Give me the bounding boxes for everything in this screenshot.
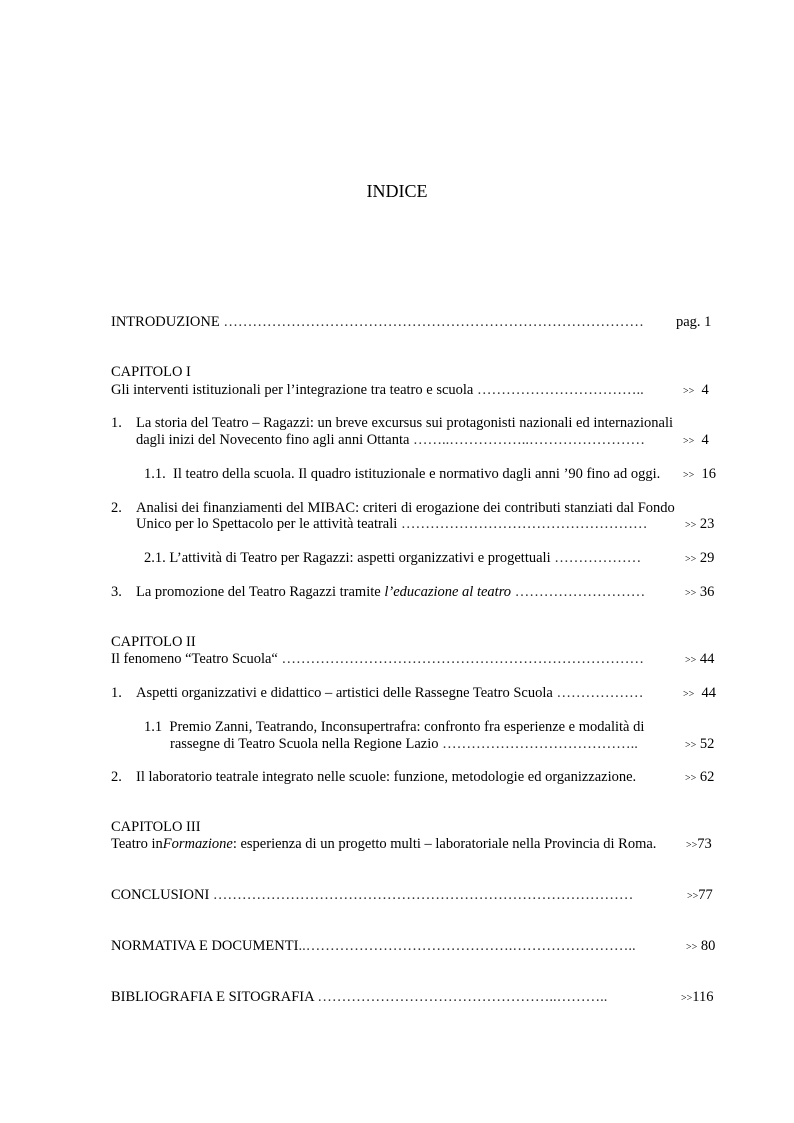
chapter-heading: CAPITOLO I: [111, 364, 191, 380]
toc-entry-introduzione: [111, 313, 644, 331]
toc-subitem-line: 1.1 Premio Zanni, Teatrando, Inconsupertrafra: confronto fra esperienze e modalità di: [144, 719, 645, 735]
item-number: 3.: [111, 584, 122, 600]
item-number: 1.1: [144, 719, 163, 735]
page-number: >>73: [686, 836, 712, 852]
toc-item-line: Unico per lo Spettacolo per le attività teatrali ……………………………………………: [136, 516, 648, 532]
leader-dots: …………………………………..: [442, 736, 638, 752]
page-number: >> 16: [683, 466, 717, 482]
toc-item-line: La storia del Teatro – Ragazzi: un breve excursus sui protagonisti nazionali ed internazionali: [136, 415, 674, 431]
page-title: INDICE: [366, 181, 428, 201]
toc-item-line: Il laboratorio teatrale integrato nelle scuole: funzione, metodologie ed organizzazione.: [136, 769, 637, 785]
leader-dots: ……………………………………………: [400, 516, 648, 532]
chapter-subtitle: Il fenomeno “Teatro Scuola“ …………………………………………………………………: [111, 651, 644, 667]
toc-entry-bibliografia: BIBLIOGRAFIA E SITOGRAFIA …………………………………………..………..: [111, 989, 608, 1005]
leader-dots: ………………………: [514, 584, 646, 600]
leader-dots: ..…………………………………….……………………..: [298, 938, 636, 954]
item-number: 1.1.: [144, 466, 166, 482]
item-number: 2.: [111, 500, 122, 516]
page-number: >> 80: [686, 938, 716, 954]
page-number: >> 4: [683, 432, 709, 448]
leader-dots: …………………………………………………………………: [281, 651, 644, 667]
toc-subitem-line: 2.1. L’attività di Teatro per Ragazzi: aspetti organizzativi e progettuali ………………: [144, 550, 642, 566]
toc-item-line: Aspetti organizzativi e didattico – artistici delle Rassegne Teatro Scuola ………………: [136, 685, 644, 701]
item-number: 2.: [111, 769, 122, 785]
leader-dots: …………………………………………..………..: [317, 989, 608, 1005]
page-number: pag. 1: [676, 314, 712, 330]
entry-label: INTRODUZIONE: [111, 314, 220, 330]
chapter-heading: CAPITOLO II: [111, 634, 196, 650]
page-number: >> 52: [685, 736, 715, 752]
page-number: >> 23: [685, 516, 715, 532]
page-number: >> 36: [685, 584, 715, 600]
page-number: >> 4: [683, 382, 709, 398]
leader-dots: ……………………………..: [477, 382, 644, 398]
page-number: >> 29: [685, 550, 715, 566]
leader-dots: ……………………………………………………………………………: [212, 887, 634, 903]
leader-dots: ………………: [556, 685, 644, 701]
page-number: >>77: [687, 887, 713, 903]
item-number: 1.: [111, 685, 122, 701]
toc-entry-normativa: NORMATIVA E DOCUMENTI..…………………………………….……………………..: [111, 938, 636, 954]
item-number: 2.1.: [144, 550, 166, 566]
leader-dots: ……..……………..……………………: [413, 432, 646, 448]
page-number: >> 44: [685, 651, 715, 667]
toc-subitem-line: rassegne di Teatro Scuola nella Regione Lazio …………………………………..: [170, 736, 638, 752]
page-number: >> 44: [683, 685, 717, 701]
toc-item-line: La promozione del Teatro Ragazzi tramite l’educazione al teatro ………………………: [136, 584, 646, 600]
page-number: >> 62: [685, 769, 715, 785]
leader-dots: ………………: [554, 550, 642, 566]
leader-dots: ……………………………………………………………………………: [223, 314, 644, 330]
toc-item-line: Analisi dei finanziamenti del MIBAC: criteri di erogazione dei contributi stanziati dal Fondo: [136, 500, 675, 516]
chapter-heading: CAPITOLO III: [111, 819, 201, 835]
toc-entry-conclusioni: CONCLUSIONI ……………………………………………………………………………: [111, 887, 634, 903]
toc-item-line: dagli inizi del Novecento fino agli anni Ottanta ……..……………..……………………: [136, 432, 646, 448]
page-number: >>116: [681, 989, 714, 1005]
chapter-subtitle: Gli interventi istituzionali per l’integrazione tra teatro e scuola ……………………………..: [111, 382, 644, 398]
chapter-subtitle: Teatro inFormazione: esperienza di un progetto multi – laboratoriale nella Provincia di Roma.: [111, 836, 657, 852]
toc-subitem-line: 1.1. Il teatro della scuola. Il quadro istituzionale e normativo dagli anni ’90 fino ad oggi.: [144, 466, 661, 482]
item-number: 1.: [111, 415, 122, 431]
